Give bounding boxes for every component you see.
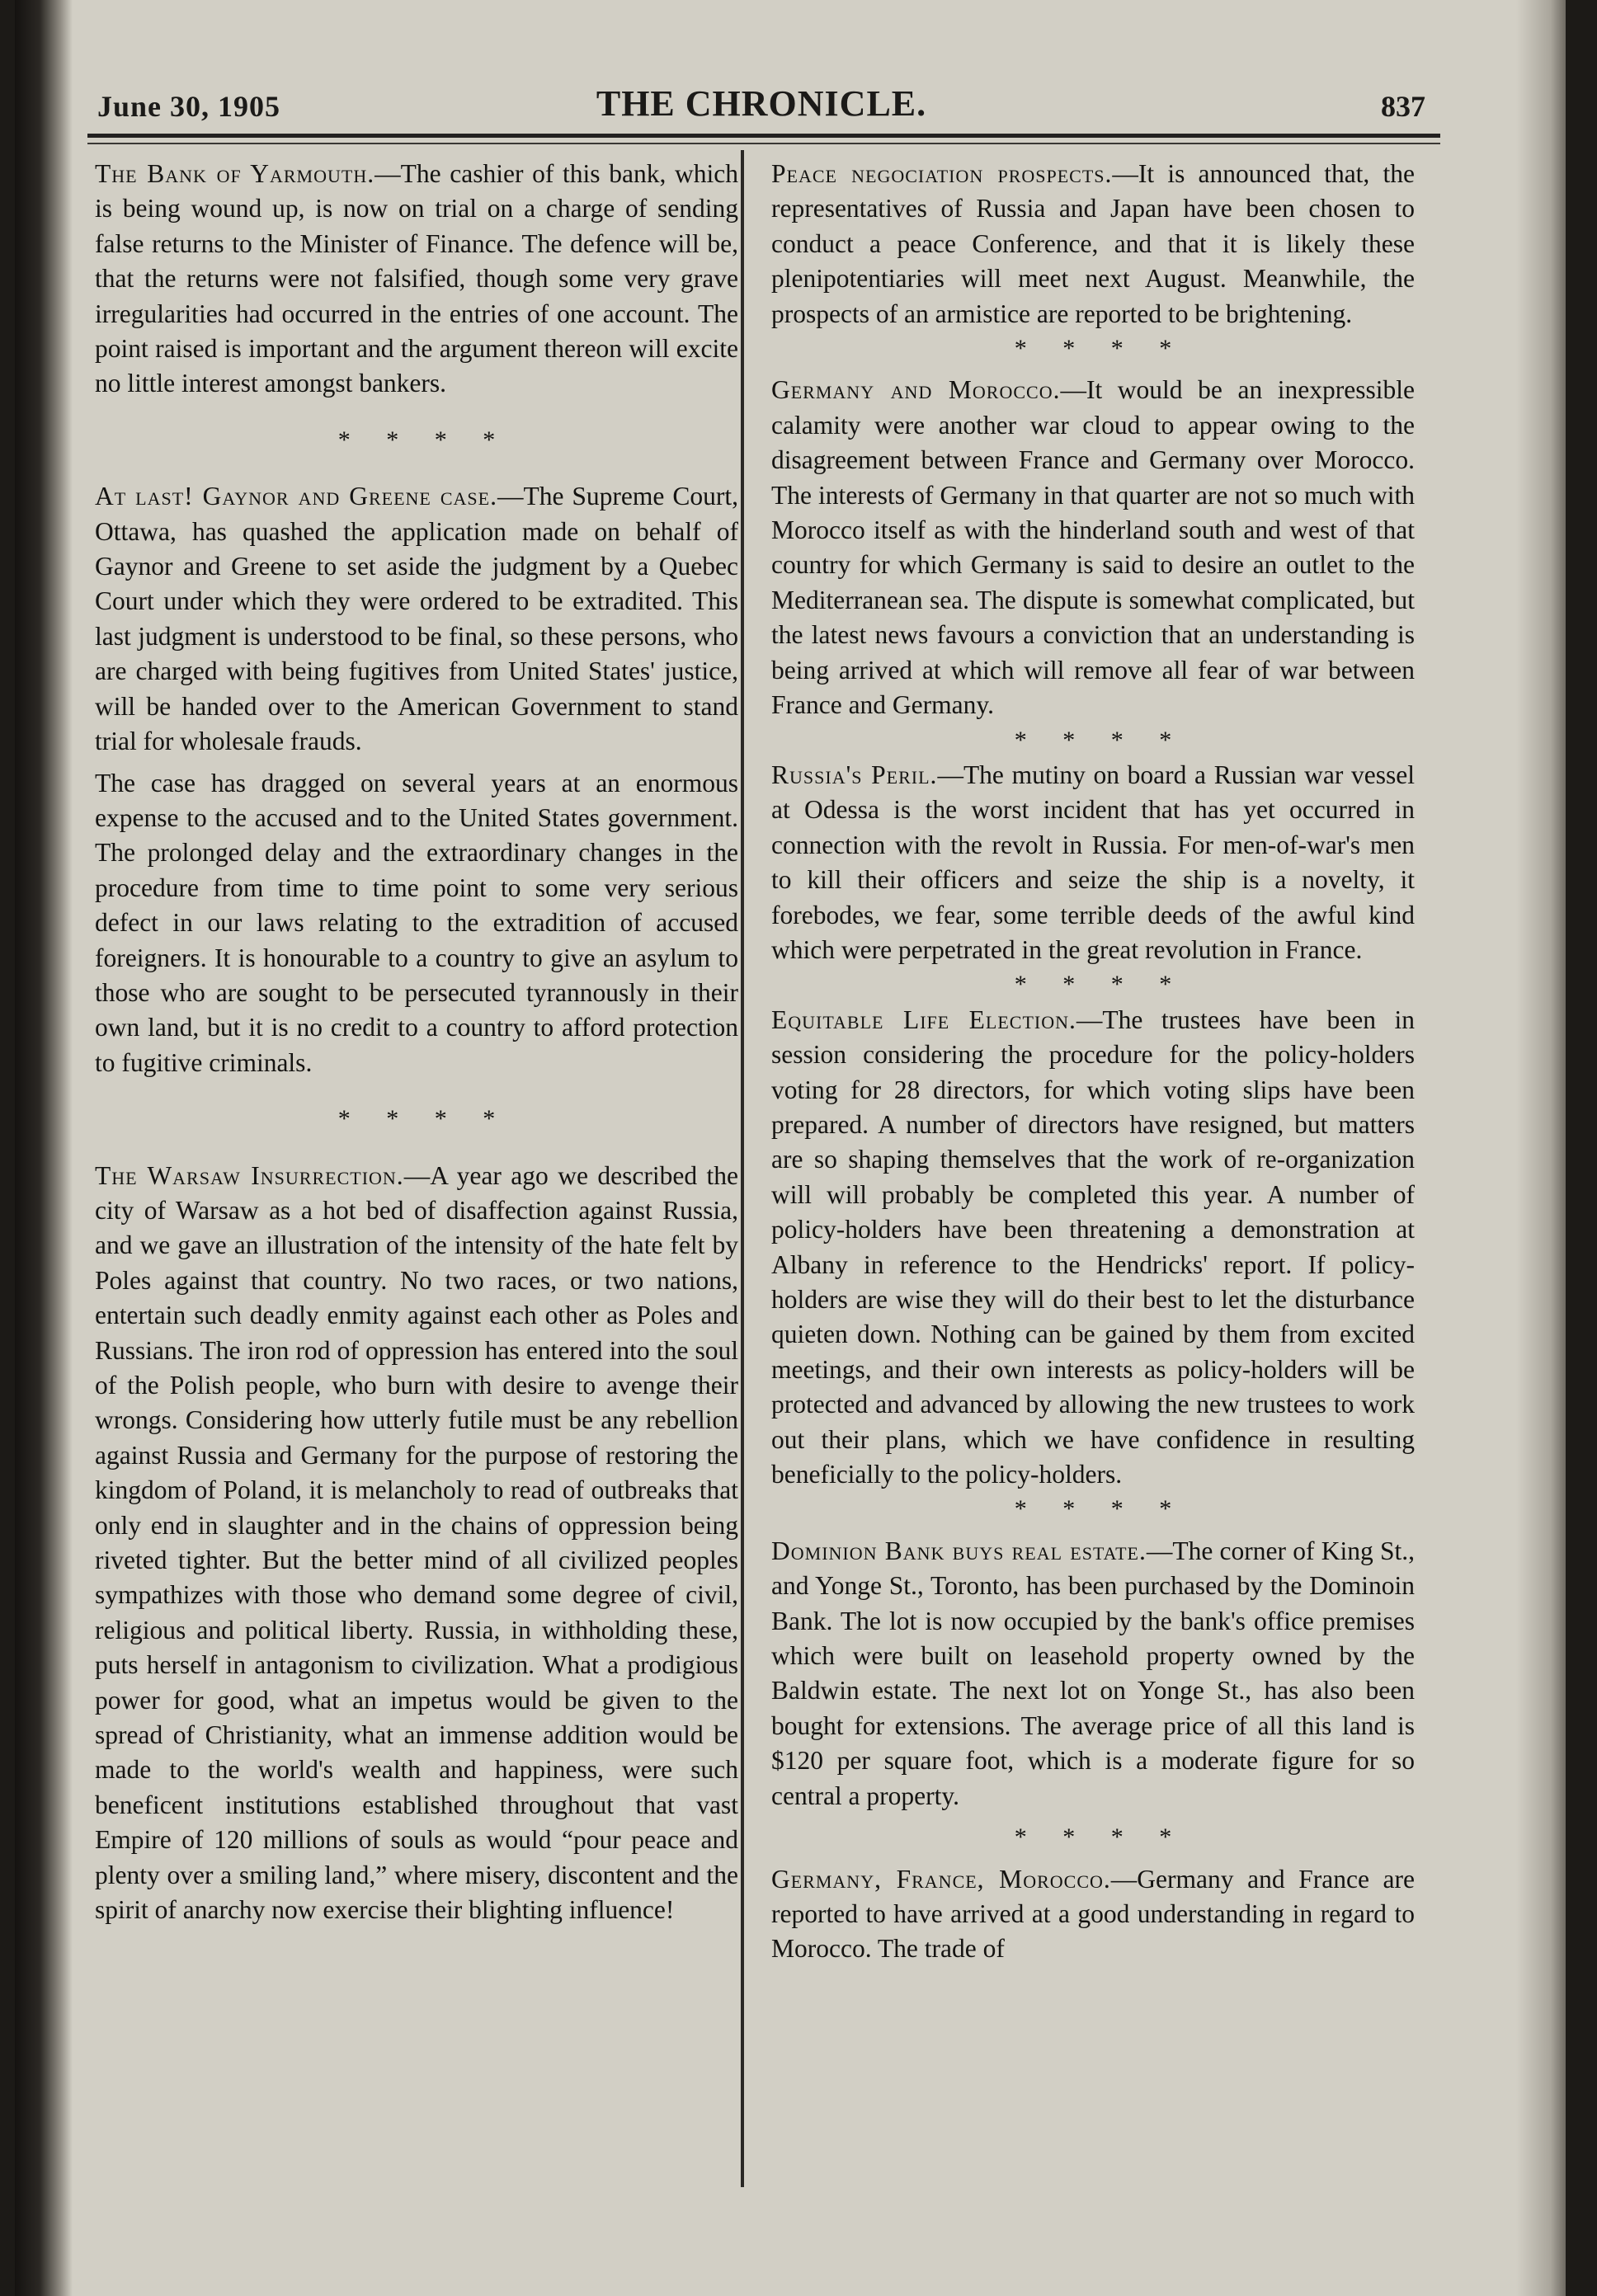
article-bank-of-yarmouth bbox=[95, 157, 738, 402]
header-page-number: 837 bbox=[1381, 90, 1425, 123]
header-title: THE CHRONICLE. bbox=[596, 83, 927, 124]
article-heading: The Warsaw Insurrection. bbox=[95, 1160, 404, 1190]
section-separator-stars: * * * * bbox=[1014, 971, 1187, 999]
book-spine-shadow bbox=[15, 0, 73, 2296]
right-column bbox=[771, 157, 1415, 1967]
article-text: —It is announced that, the representatives of Russia and Japan have been chosen to conduct a peace Conference, and that it is likely these plenipotentiaries will meet next August. Meanwhile, the prospects of an armistice are reported to be brightening. bbox=[771, 159, 1415, 328]
article-text: —The mutiny on board a Russian war vessel at Odessa is the worst incident that has yet occurred in connection with the revolt in Russia. For men-of-war's men to kill their officers and seize the ship is a novelty, it forebodes, we fear, some terrible deeds of the awful kind which were perpetrated in the great revolution in France. bbox=[771, 760, 1416, 964]
section-separator-stars: * * * * bbox=[1014, 1823, 1187, 1851]
article-peace-negociation bbox=[771, 157, 1415, 332]
column-divider bbox=[741, 150, 744, 2187]
header-date: June 30, 1905 bbox=[97, 90, 281, 123]
newspaper-page bbox=[15, 0, 1566, 2296]
article-text: —Germany and France are reported to have arrived at a good understanding in regard to Morocco. The trade of bbox=[771, 1864, 1416, 1964]
article-text: —The Supreme Court, Ottawa, has quashed the application made on behalf of Gaynor and Greene to set aside the judgment by a Quebec Court under which they were ordered to be extradited. This last judgment is understood to be final, so these persons, who are charged with being fugitives from United States' justice, will be handed over to the American Government to stand trial for wholesale frauds. bbox=[95, 482, 738, 756]
article-warsaw-insurrection bbox=[95, 1159, 738, 1928]
left-column bbox=[95, 157, 738, 1928]
article-germany-france-morocco bbox=[771, 1862, 1415, 1967]
article-heading: Russia's Peril. bbox=[771, 760, 938, 789]
section-separator-stars: * * * * bbox=[1014, 1495, 1187, 1523]
article-russias-peril bbox=[771, 758, 1415, 967]
article-text: —The cashier of this bank, which is being wound up, is now on trial on a charge of sending false returns to the Minister of Finance. The defence will be, that the returns were not falsified, though some very grave irregularities had occurred in the entries of one account. The point raised is important and the argument thereon will excite no little interest amongst bankers. bbox=[95, 159, 738, 398]
section-separator-stars: * * * * bbox=[1014, 335, 1187, 363]
article-heading: Peace negociation prospects. bbox=[771, 159, 1113, 188]
article-heading: Equitable Life Election. bbox=[771, 1004, 1076, 1034]
page-edge-shadow bbox=[1516, 0, 1566, 2296]
article-equitable-life bbox=[771, 1003, 1415, 1493]
article-text: —A year ago we described the city of Warsaw as a hot bed of disaffection against Russia, and we gave an illustration of the intensity of the hate felt by Poles against that country. No two races, or two nations, entertain such deadly enmity against each other as Poles and Russians. The iron rod of oppression has entered into the soul of the Polish people, who burn with desire to avenge their wrongs. Considering how utterly futile must be any rebellion against Russia and Germany for the purpose of restoring the kingdom of Poland, it is melancholy to read of outbreaks that only end in slaughter and in the chains of oppression being riveted tighter. But the better mind of all civilized peoples sympathizes with those who demand some degree of civil, religious and political liberty. Russia, in withholding these, puts herself in antagonism to civilization. What a prodigious power for good, what an impetus would be given to the spread of Christianity, what an immense addition would be made to the world's wealth and happiness, were such beneficent institutions established throughout that vast Empire of 120 millions of souls as would “pour peace and plenty over a smiling land,” where misery, discontent and the spirit of anarchy now exercise their blighting influence! bbox=[95, 1160, 738, 1925]
article-germany-morocco bbox=[771, 373, 1415, 722]
header-rule-thin bbox=[87, 143, 1440, 144]
article-gaynor-greene-continued: The case has dragged on several years at an enormous expense to the accused and to the United States government. The prolonged delay and the extraordinary changes in the procedure from time to time point to some very serious defect in our laws relating to the extradition of accused foreigners. It is honourable to a country to give an asylum to those who are sought to be persecuted tyrannously in their own land, but it is no credit to a country to afford protection to fugitive criminals. bbox=[95, 768, 738, 1077]
article-heading: At last! Gaynor and Greene case. bbox=[95, 482, 497, 511]
header-rule-thick bbox=[87, 134, 1440, 138]
article-text: —The trustees have been in session considering the procedure for the policy-holders voting for 28 directors, for which voting slips have been prepared. A number of directors have resigned, but matters are so shaping themselves that the work of re-organization will will probably be completed this year. A number of policy-holders have been threatening a demonstration at Albany in reference to the Hendricks' report. If policy-holders are wise they will do their best to let the disturbance quieten down. Nothing can be gained by them from excited meetings, and their own interests as policy-holders will be protected and advanced by allowing the new trustees to work out their plans, which we have confidence in resulting beneficially to the policy-holders. bbox=[771, 1004, 1415, 1489]
section-separator-stars: * * * * bbox=[337, 426, 511, 454]
article-gaynor-greene bbox=[95, 479, 738, 759]
article-text: —The corner of King St., and Yonge St., Toronto, has been purchased by the Dominoin Bank. The lot is now occupied by the bank's office premises which were built on leasehold property owned by the Baldwin estate. The next lot on Yonge St., has also been bought for extensions. The average price of all this land is $120 per square foot, which is a moderate figure for so central a property. bbox=[771, 1536, 1415, 1810]
article-heading: Dominion Bank buys real estate. bbox=[771, 1536, 1147, 1565]
section-separator-stars: * * * * bbox=[337, 1105, 511, 1133]
article-heading: Germany and Morocco. bbox=[771, 375, 1061, 405]
article-heading: The Bank of Yarmouth. bbox=[95, 159, 375, 188]
article-dominion-bank bbox=[771, 1534, 1415, 1814]
article-heading: Germany, France, Morocco. bbox=[771, 1864, 1111, 1894]
section-separator-stars: * * * * bbox=[1014, 726, 1187, 754]
page-header bbox=[97, 82, 1425, 132]
article-text: —It would be an inexpressible calamity were another war cloud to appear owing to the disagreement between France and Germany over Morocco. The interests of Germany in that quarter are not so much with Morocco itself as with the hinderland south and west of that country for which Germany is said to desire an outlet to the Mediterranean sea. The dispute is somewhat complicated, but the latest news favours a conviction that an understanding is being arrived at which will remove all fear of war between France and Germany. bbox=[771, 375, 1415, 720]
